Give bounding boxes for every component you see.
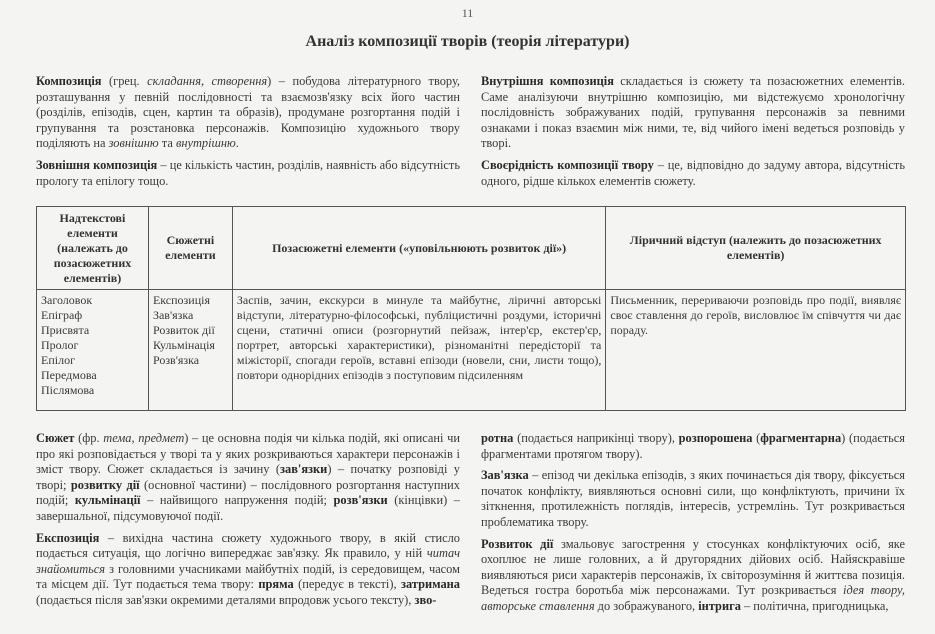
exposition-term: Експозиція xyxy=(36,530,100,545)
list-item: Передмова xyxy=(41,368,97,383)
list-item: Пролог xyxy=(41,338,79,353)
tie-paragraph: Зав'язка – епізод чи декілька епізодів, з яких починається дія твору, фіксується початок конфлікту, виявляються основні сили, що конфліктують, причини їх зіткнення, протилежність поглядів, інтересів, устремлінь. Тут розкривається проблематика твору. xyxy=(481,468,905,529)
cell-lyrical-text: Письменник, перериваючи розповідь про події, виявляє своє ставлення до героїв, висловлює їм співчуття чи дає пораду. xyxy=(606,290,906,411)
originality-paragraph: Своєрідність композиції твору – це, відповідно до задуму автора, відсутність одного, рідше кількох елементів сюжету. xyxy=(481,157,905,188)
plot-paragraph: Сюжет (фр. тема, предмет) – це основна подія чи кілька подій, які описані чи про які розповідається у творі та у яких розкриваються характери персонажів і зміст твору. Сюжет складається із зачину (зав'язки) – початку розповіді у творі; розвитку дії (основної частини) – послідовного розгортання наступних подій; кульмінації – найвищого напруження подій; розв'язки (кінцівки) – завершальної, підсумовуючої події. xyxy=(36,431,461,523)
cell-extra-plot-text: Заспів, зачин, екскурси в минуле та майбутнє, ліричні авторські відступи, літературно-філософські, публіцистичні роздуми, історичні сцени, статичні описи (розгорнутий пейзаж, інтер'єр, екстер'єр, портрет, авторські характеристики), різноманітні передісторії та міжісторії, спогади героїв, вставні епізоди (новели, сни, листи тощо), повтори однорідних епізодів з поступовим підсиленням xyxy=(232,290,605,411)
plot-term: Сюжет xyxy=(36,431,75,445)
internal-composition-term: Внутрішня композиція xyxy=(481,74,614,88)
development-paragraph: Розвиток дії змальовує загострення у стосунках конфліктуючих осіб, яке охоплює не лише головних, а й другорядних дійових осіб. Найяскравіше виявляються риси характерів персонажів, їх світорозуміння й життєва позиція. Ведеться гостра боротьба між персонажами. Тут розкривається ідея твору, авторське ставлення до зображуваного, інтрига – політична, пригодницька, xyxy=(481,536,906,613)
originality-term: Своєрідність композиції твору xyxy=(481,157,654,172)
table-header-row xyxy=(37,207,906,290)
right-top-column xyxy=(481,74,905,195)
list-item: Заголовок xyxy=(41,293,93,308)
right-bottom-column xyxy=(481,431,905,621)
page-number: 11 xyxy=(461,6,474,20)
table-row xyxy=(37,290,906,411)
header-plot-elements: Сюжетні елементи xyxy=(148,207,232,290)
exposition-continuation-paragraph: ротна (подається наприкінці твору), розпорошена (фрагментарна) (подається фрагментами протягом твору). xyxy=(481,431,905,461)
internal-composition-paragraph: Внутрішня композиція складається із сюжету та позасюжетних елементів. Саме аналізуючи внутрішню композицію, ми відстежуємо хронологічну послідовність зображуваних подій, групування персонажів за певними ознаками і показ взаємин між ними, те, від чийого імені ведеться розповідь у творі. xyxy=(481,74,905,151)
external-composition-term: Зовнішня композиція xyxy=(36,157,158,172)
exposition-paragraph: Експозиція – вихідна частина сюжету художнього твору, в якій стисло подається ситуація, що логічно випереджає зав'язку. Як правило, у ній читач знайомиться з головними учасниками майбутніх подій, із середовищем, часом та місцем дії. Тут подається тема твору: пряма (передує в тексті), затримана (подається після зав'язки окремими деталями впродовж усього тексту), зво- xyxy=(36,530,460,607)
composition-term: Композиція xyxy=(36,74,102,88)
list-item: Післямова xyxy=(41,383,95,398)
list-item: Епіграф xyxy=(41,308,83,323)
cell-plot-list xyxy=(148,290,232,411)
composition-paragraph: Композиція (грец. складання, створення) – побудова літературного твору, розташування у певній послідовності та взаємозв'язку всіх його частин (розділів, епізодів, сцен, картин та образів), продумане розгортання подій і групування та розстановка персонажів. Композицію художнього твору поділяють на зовнішню та внутрішню. xyxy=(36,74,461,151)
list-item: Кульмінація xyxy=(152,338,215,353)
list-item: Експозиція xyxy=(152,293,210,308)
left-bottom-column xyxy=(36,431,460,615)
list-item: Епілог xyxy=(41,353,75,368)
list-item: Розв'язка xyxy=(152,353,200,368)
cell-supratextual-list xyxy=(37,290,149,411)
list-item: Присвята xyxy=(41,323,90,338)
header-lyrical-digression: Ліричний відступ (належить до позасюжетних елементів) xyxy=(606,207,906,290)
development-term: Розвиток дії xyxy=(481,536,554,551)
list-item: Зав'язка xyxy=(152,308,194,323)
left-top-column xyxy=(36,74,460,195)
composition-elements-table xyxy=(36,206,906,411)
list-item: Розвиток дії xyxy=(152,323,215,338)
page-title: Аналіз композиції творів (теорія літератури) xyxy=(305,33,630,50)
tie-term: Зав'язка xyxy=(481,468,529,483)
external-composition-paragraph: Зовнішня композиція – це кількість частин, розділів, наявність або відсутність прологу та епілогу тощо. xyxy=(36,157,460,188)
header-extra-plot-elements: Позасюжетні елементи («уповільнюють розвиток дії») xyxy=(232,207,605,290)
header-supratextual: Надтекстові елементи (належать до позасюжетних елементів) xyxy=(37,207,149,290)
